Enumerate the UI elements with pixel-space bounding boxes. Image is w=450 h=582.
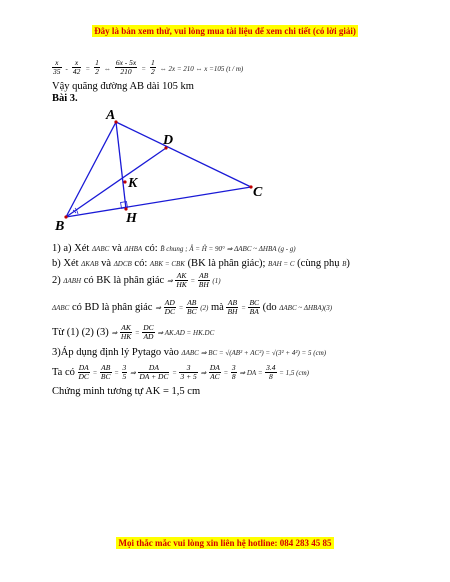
conclusion-line: Vậy quãng đường AB dài 105 km [52,81,194,92]
fraction: $\frac{DA}{AC}$ [209,363,220,381]
fraction: $\frac{BC}{BA}$ [249,298,260,316]
fraction: $\frac{DC}{AD}$ [143,323,154,341]
header-banner-text: Đây là bản xem thử, vui lòng mua tài liệu để xem chi tiết (có lời giải) [94,26,356,36]
part-1a: 1) a) Xét ΔABC và ΔHBA có: B̂ chung ; Â = Ĥ = 90° ⇒ ΔABC ~ ΔHBA (g - g) [52,243,296,254]
point-b [64,215,67,218]
part-3-pythagoras: 3)Áp dụng định lý Pytago vào ΔABC ⇒ BC = √(AB² + AC²) = √(3² + 4²) = 5 (cm) [52,347,327,358]
fraction: $\frac{DA}{DC}$ [78,363,89,381]
fraction: $\frac{3.4}{8}$ [266,363,276,381]
label-d: D [163,133,174,148]
fraction: $\frac{x}{42}$ [72,57,81,76]
label-b: B [55,219,65,232]
fraction: $\frac{AK}{HK}$ [120,323,132,341]
point-k [123,180,126,183]
fraction: $\frac{1}{2}$ [95,57,99,76]
fraction: $\frac{DA}{DA + DC}$ [139,363,169,381]
bisector-bd [66,148,166,217]
fraction: $\frac{AK}{HK}$ [176,271,187,289]
label-h: H [126,211,137,226]
fraction: $\frac{AB}{BH}$ [227,298,238,316]
fraction: $\frac{1}{2}$ [150,57,155,76]
part-2-bisector: ΔABC có BD là phân giác ⇒ $\frac{AD}{DC}$ = $\frac{AB}{BC}$ (2) mà $\frac{AB}{BH}$ = $\frac{BC}{BA}$ (do ΔABC ~ ΔHBA)(3) [52,298,333,316]
part-1b: b) Xét ΔKAB và ΔDCB có: ABK = CBK (BK là phân giác); BAH = C (cùng phụ B) [52,258,350,269]
fraction: $\frac{AB}{BH}$ [198,271,209,289]
fraction: $\frac{3}{3 + 5}$ [180,363,197,381]
equation-line-1: $\frac{x}{35}$ - $\frac{x}{42}$ = $\frac{1}{2}$ ⇔ $\frac{6x - 5x}{210}$ = $\frac{1}{2}$ ⇔ 2x = 210 ⇔ x =105 (t / m) [53,57,244,76]
altitude-ah [116,122,126,209]
fraction: $\frac{AD}{DC}$ [164,298,175,316]
label-a: A [106,108,116,123]
final-statement: Chứng minh tương tự AK = 1,5 cm [52,386,201,397]
fraction: $\frac{AB}{BC}$ [100,363,111,381]
section-heading: Bài 3. [52,93,78,104]
fraction: $\frac{x}{35}$ [53,57,61,76]
footer-banner-text: Mọi thắc mắc vui lòng xin liên hệ hotline: 084 283 45 85 [118,538,332,548]
part-2: 2) ΔABH có BK là phân giác ⇒ $\frac{AK}{HK}$ = $\frac{AB}{BH}$ (1) [52,271,221,289]
side-ab [66,122,116,217]
fraction: $\frac{3}{5}$ [122,363,127,381]
label-c: C [253,185,263,200]
part-3-ratio: Ta có $\frac{DA}{DC}$ = $\frac{AB}{BC}$ = $\frac{3}{5}$ ⇒ $\frac{DA}{DA + DC}$ = $\frac{3}{3 + 5}$ ⇒ $\frac{DA}{AC}$ = $\frac{3}{8}$ ⇒ DA = $\frac{3.4}{8}$ = 1,5 (cm) [52,363,309,381]
fraction: $\frac{3}{8}$ [231,363,236,381]
part-2-conclusion: Từ (1) (2) (3) ⇒ $\frac{AK}{HK}$ = $\frac{DC}{AD}$ ⇒ AK.AD = HK.DC [52,323,215,341]
footer-banner [0,538,450,548]
fraction: $\frac{6x - 5x}{210}$ [115,57,137,76]
label-k: K [128,176,138,191]
side-bc [66,187,251,217]
triangle-figure [50,104,280,232]
header-banner [0,26,450,36]
fraction: $\frac{AB}{BC}$ [186,298,197,316]
